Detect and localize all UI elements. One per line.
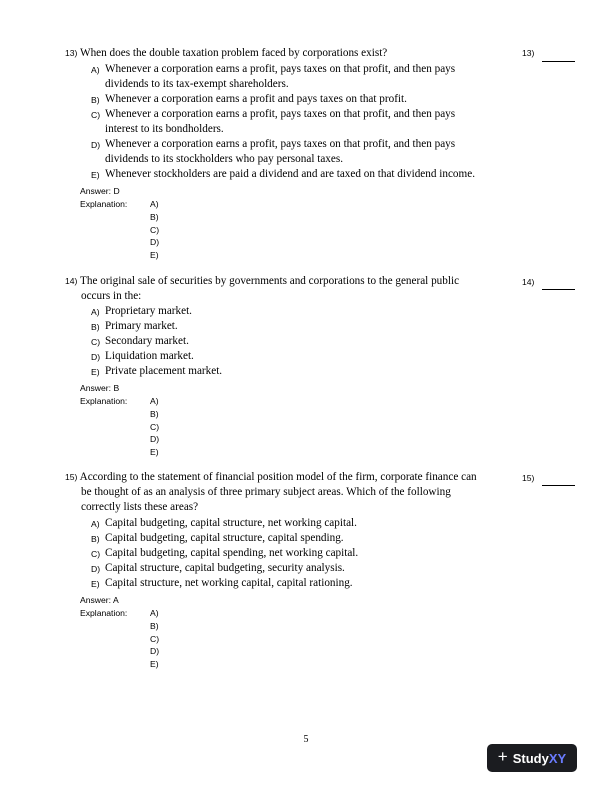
explanation-letter: C) [150,224,160,235]
option-c [90,546,510,561]
option-text-cont: dividends to its stockholders who pay personal taxes. [105,153,344,165]
answer-label: Answer: [80,186,112,196]
question-number: 13) [65,48,78,58]
option-a [90,516,510,531]
option-e [90,364,510,379]
options-list [90,304,510,379]
option-text: Secondary market. [105,335,189,347]
question-text: According to the statement of financial position model of the firm, corporate finance can [79,471,477,483]
logo-text-accent: XY [548,750,567,766]
option-a [90,304,510,319]
explanation-label: Explanation: [80,396,128,406]
question-stem [65,274,510,304]
option-a [90,62,510,92]
answer-blank[interactable] [542,289,575,290]
option-text: Primary market. [105,320,178,332]
option-letter: C) [91,549,101,559]
explanation-letter: B) [150,620,159,631]
option-e [90,167,510,182]
option-text: Capital structure, capital budgeting, security analysis. [105,562,345,574]
explanation-label: Explanation: [80,199,128,209]
question-text-cont: be thought of as an analysis of three primary subject areas. Which of the following [81,486,451,498]
option-letter: A) [91,65,100,75]
option-letter: E) [91,170,100,180]
options-list [90,516,510,591]
explanation-letter: C) [150,633,160,644]
option-e [90,576,510,591]
answer-line [80,595,119,606]
option-text-cont: interest to its bondholders. [105,123,224,135]
explanation-letter: D) [150,434,160,445]
answer-value: D [113,186,120,196]
option-text-cont: dividends to its tax-exempt shareholders. [105,78,289,90]
question-stem [65,470,510,515]
answer-label: Answer: [80,383,112,393]
explanation-letter: E) [150,659,159,670]
option-text: Whenever a corporation earns a profit and pays taxes on that profit. [105,93,407,105]
option-d [90,137,510,167]
option-letter: D) [91,564,101,574]
explanation-letter: A) [150,199,159,209]
answer-line [80,186,120,197]
explanation-label: Explanation: [80,608,128,618]
option-letter: B) [91,95,100,105]
option-c [90,334,510,349]
answer-label: Answer: [80,595,112,605]
option-text: Liquidation market. [105,350,194,362]
option-text: Proprietary market. [105,305,192,317]
option-text: Private placement market. [105,365,223,377]
option-text: Capital budgeting, capital structure, net working capital. [105,517,357,529]
plus-icon: + [497,747,508,766]
explanation-letter: D) [150,646,160,657]
option-letter: A) [91,519,100,529]
question-text: The original sale of securities by governments and corporations to the general public [80,275,460,287]
option-letter: C) [91,337,101,347]
option-text: Capital budgeting, capital structure, capital spending. [105,532,344,544]
logo-text-main: Study [512,750,549,766]
option-d [90,561,510,576]
explanation-letter: A) [150,608,159,618]
answer-blank-label: 14) [522,277,535,287]
option-d [90,349,510,364]
option-letter: B) [91,322,100,332]
page-number: 5 [303,734,309,745]
explanation-letter: E) [150,250,159,261]
option-letter: B) [91,534,100,544]
option-text: Whenever a corporation earns a profit, pays taxes on that profit, and then pays [105,63,456,75]
option-b [90,531,510,546]
option-letter: E) [91,579,100,589]
question-text-cont: occurs in the: [81,290,142,302]
question-text-cont: correctly lists these areas? [81,501,199,513]
studyxy-logo [487,744,577,772]
option-letter: C) [91,110,101,120]
question-text: When does the double taxation problem faced by corporations exist? [80,47,388,59]
option-letter: A) [91,307,100,317]
option-text: Whenever stockholders are paid a dividend and are taxed on that dividend income. [105,168,475,180]
option-text: Capital structure, net working capital, capital rationing. [105,577,353,589]
explanation-letters [150,198,159,262]
explanation-letters [150,607,159,671]
option-c [90,107,510,137]
answer-line [80,383,119,394]
option-letter: D) [91,140,101,150]
question-number: 15) [65,472,78,482]
answer-blank-label: 13) [522,48,535,58]
option-text: Whenever a corporation earns a profit, pays taxes on that profit, and then pays [105,108,456,120]
answer-blank-label: 15) [522,473,535,483]
explanation-letter: E) [150,447,159,458]
explanation-letter: C) [150,421,160,432]
answer-value: B [113,383,120,393]
option-text: Capital budgeting, capital spending, net working capital. [105,547,359,559]
option-letter: E) [91,367,100,377]
answer-blank[interactable] [542,61,575,62]
options-list [90,62,510,182]
explanation-letter: A) [150,396,159,406]
question-stem [65,46,510,61]
explanation-letter: B) [150,408,159,419]
explanation-letters [150,395,159,459]
option-letter: D) [91,352,101,362]
question-number: 14) [65,276,78,286]
explanation-letter: D) [150,237,160,248]
option-b [90,92,510,107]
answer-value: A [112,595,119,605]
explanation-letter: B) [150,211,159,222]
answer-blank[interactable] [542,485,575,486]
option-text: Whenever a corporation earns a profit, pays taxes on that profit, and then pays [105,138,456,150]
option-b [90,319,510,334]
